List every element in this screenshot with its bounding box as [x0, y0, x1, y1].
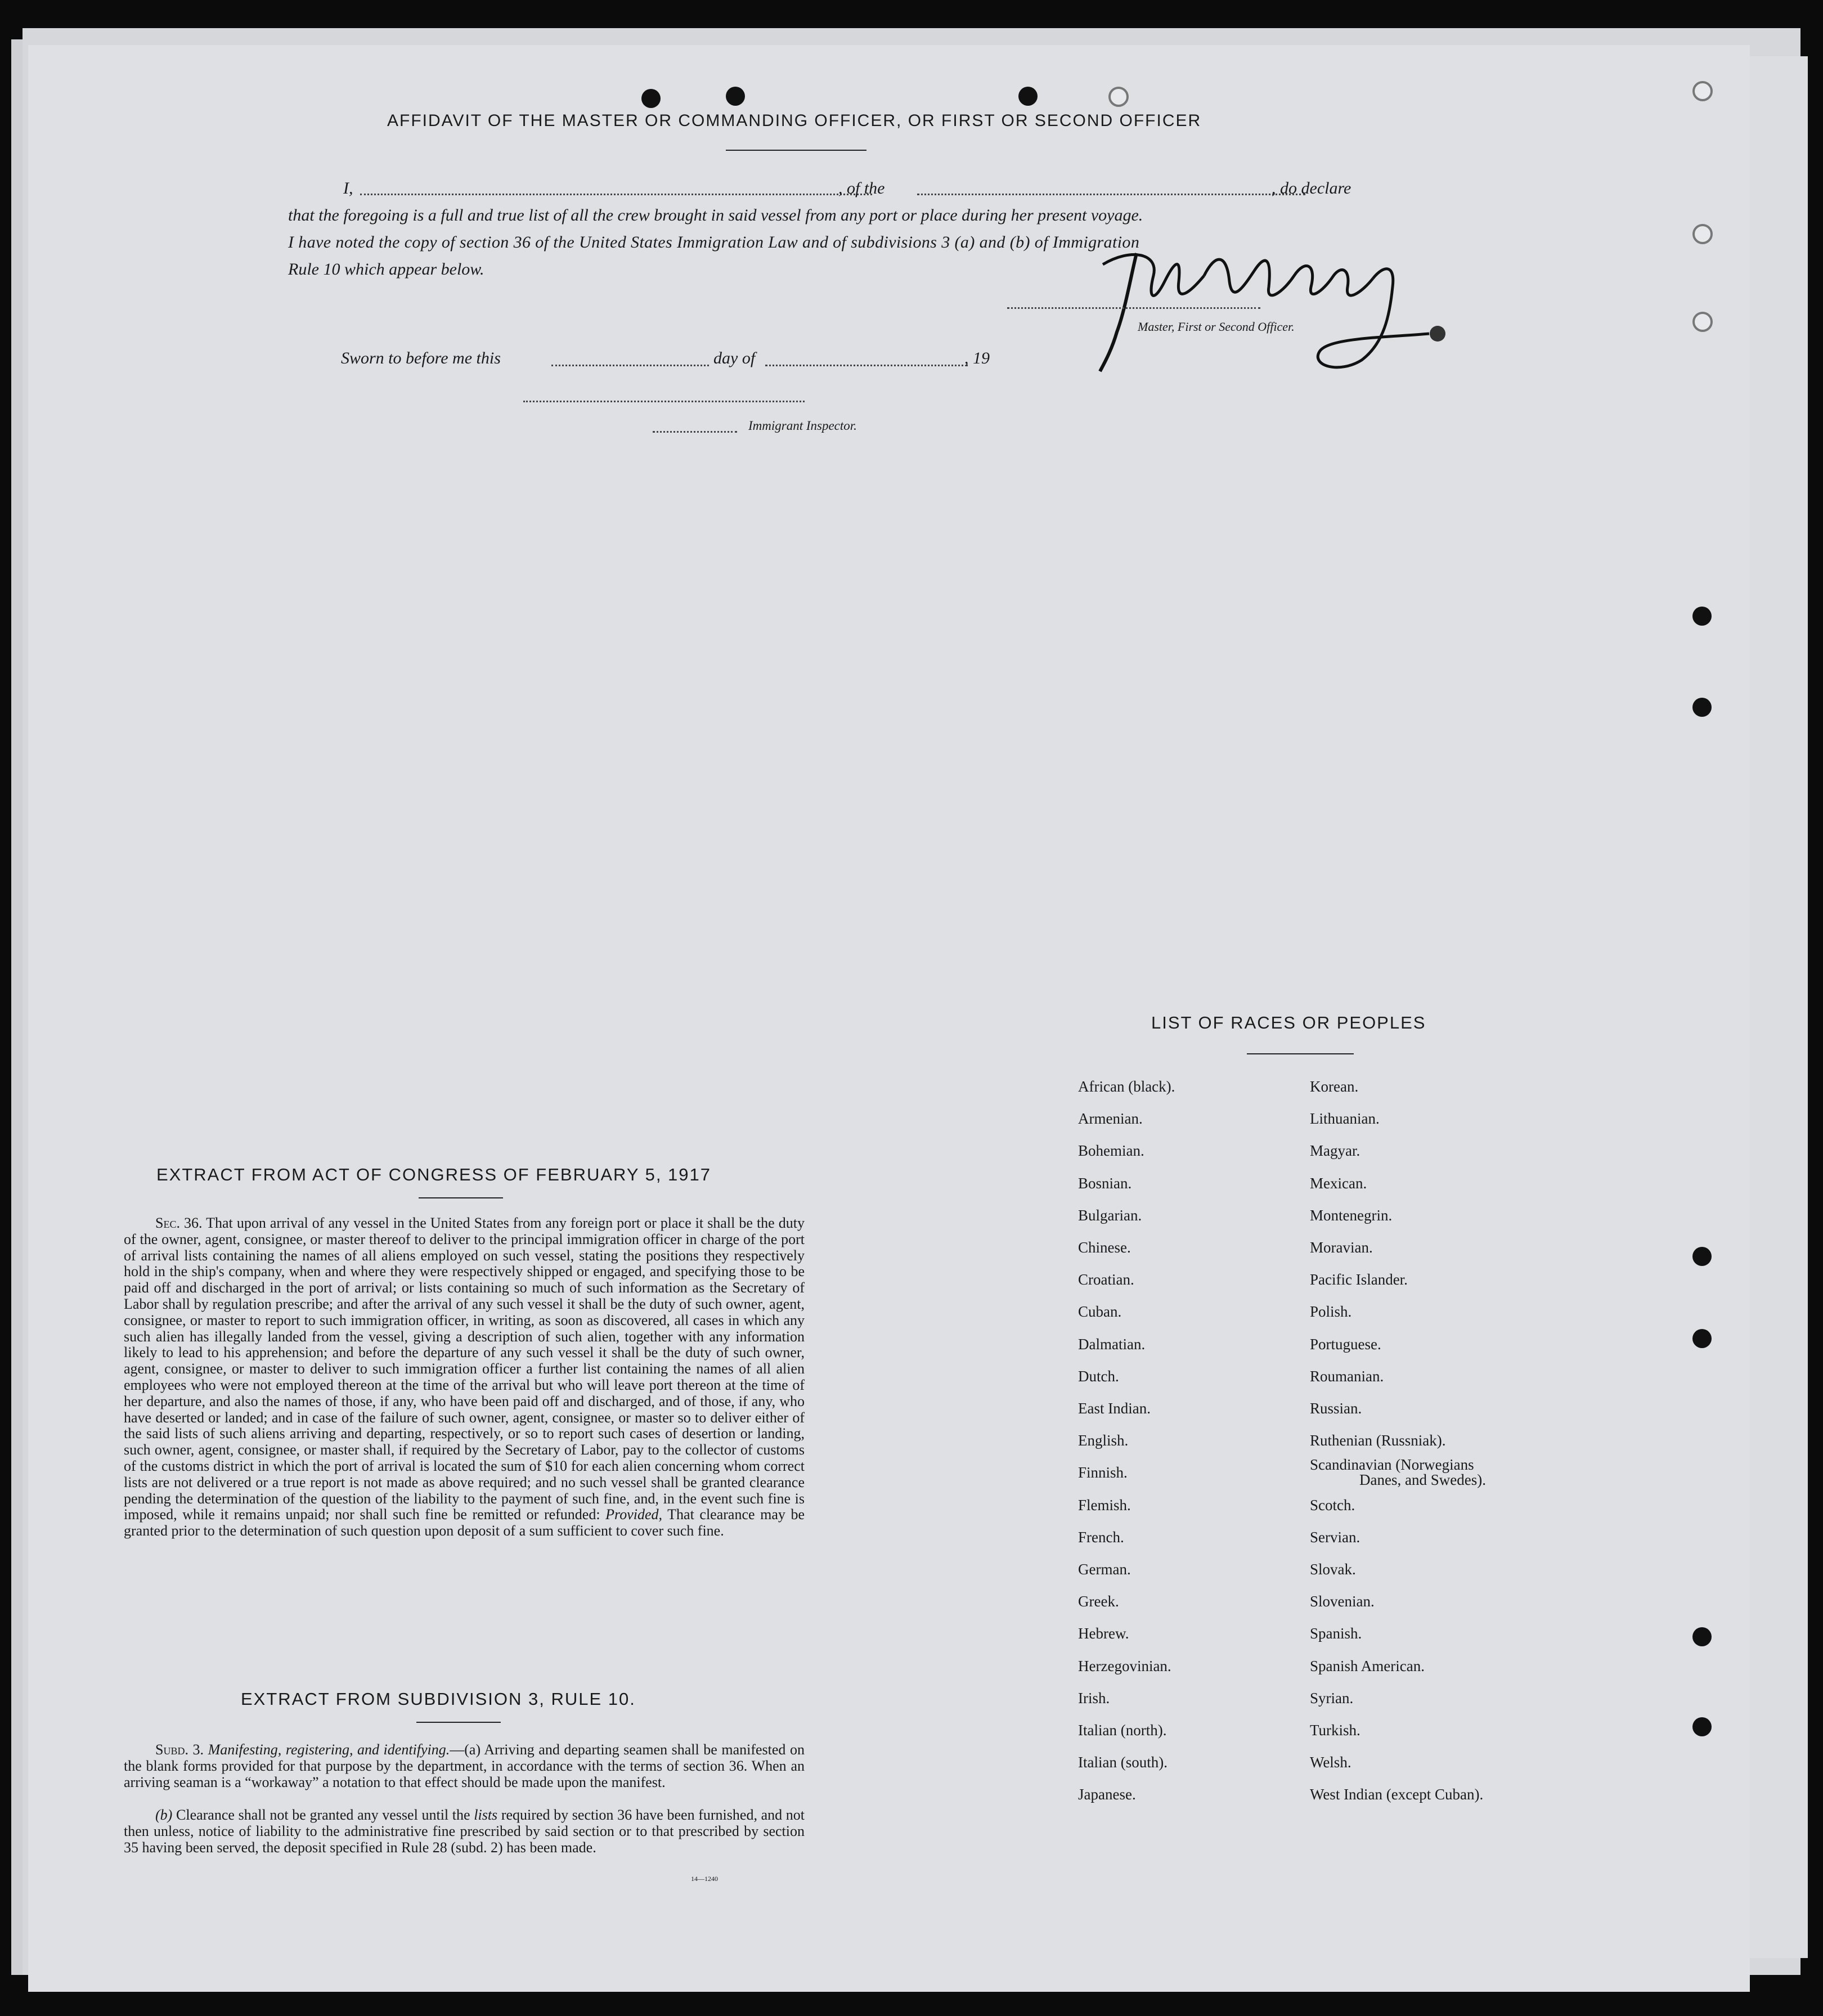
race-item: Welsh. — [1310, 1754, 1351, 1771]
inspector-label: Immigrant Inspector. — [748, 419, 857, 433]
para-b-end: required by section 36 have been furnished, and not then unless, notice of liability to the administrative fine prescribed by said section or to that prescribed by section 35 having been served, the deposit specified in Rule 28 (subd. 2) has been made. — [124, 1807, 805, 1856]
race-item: Ruthenian (Russniak). — [1310, 1432, 1446, 1449]
race-item: Italian (south). — [1078, 1754, 1168, 1771]
race-item: Portuguese. — [1310, 1335, 1381, 1353]
subdivision-3-text — [124, 1742, 805, 1790]
title-underline — [726, 150, 866, 151]
section-36-text — [124, 1215, 805, 1539]
races-title: LIST OF RACES OR PEOPLES — [1151, 1013, 1426, 1032]
race-item: Flemish. — [1078, 1496, 1131, 1514]
affidavit-title: AFFIDAVIT OF THE MASTER OR COMMANDING OFFICER, OR FIRST OR SECOND OFFICER — [387, 111, 1202, 130]
punch-hole — [1692, 607, 1712, 626]
race-item: Russian. — [1310, 1400, 1362, 1417]
race-item: Japanese. — [1078, 1786, 1136, 1803]
race-item: East Indian. — [1078, 1400, 1151, 1417]
race-item: Chinese. — [1078, 1239, 1131, 1256]
race-item: Scotch. — [1310, 1496, 1355, 1514]
race-item: Pacific Islander. — [1310, 1271, 1408, 1288]
race-item: Bulgarian. — [1078, 1206, 1142, 1224]
section-body: That upon arrival of any vessel in the United States from any foreign port or place it shall be the duty of the owner, agent, consignee, or master thereof to deliver to the principal immigration officer in charge of the port of arrival lists containing the names of all aliens employed on such vessel, stating the positions they respectively hold in the ship's company, when and where they were respectively shipped or engaged, and specifying those to be paid off and discharged in the port of arrival; or lists containing so much of such information as the Secretary of Labor shall by regulation prescribe; and after the arrival of any such vessel it shall be the duty of such owner, agent, consignee, or master to report to such immigration officer, in writing, as soon as discovered, all cases in which any such alien has illegally landed from the vessel, giving a description of such alien, together with any information likely to lead to his apprehension; and before the departure of any such vessel it shall be the duty of such owner, agent, consignee, or master to deliver to such immigration officer a further list containing the names of all alien employees who were not employed thereon at the time of the arrival but who will leave port thereon at the time of her departure, and also the names of those, if any, who have been paid off and discharged, and of those, if any, who have deserted or landed; and in case of the failure of such owner, agent, consignee, or master so to deliver either of the said lists of such aliens arriving and departing, respectively, or so to report such cases of desertion or landing, such owner, agent, consignee, or master shall, if required by the Secretary of Labor, pay to the collector of customs of the customs district in which the port of arrival is located the sum of $10 for each alien concerning whom correct lists are not delivered or a true report is not made as above required; and no such vessel shall be granted clearance pending the determination of the question of the liability to the payment of such fine, and, in the event such fine is imposed, while it remains unpaid; nor shall such fine be remitted or refunded: — [124, 1215, 805, 1523]
form-number: 14—1240 — [691, 1875, 718, 1883]
punch-hole — [1692, 312, 1713, 332]
race-item: Magyar. — [1310, 1142, 1360, 1160]
declaration-line-3: I have noted the copy of section 36 of the United States Immigration Law and of subdivisions 3 (a) and (b) of Immigration — [288, 233, 1140, 252]
handwritten-signature — [1069, 231, 1474, 394]
race-item: Turkish. — [1310, 1722, 1360, 1739]
race-item: Dutch. — [1078, 1367, 1119, 1385]
subd-heading: Manifesting, registering, and identifying. — [208, 1741, 450, 1758]
race-item: Montenegrin. — [1310, 1206, 1393, 1224]
race-item: Spanish. — [1310, 1625, 1362, 1642]
race-item: Cuban. — [1078, 1303, 1122, 1321]
document-page — [28, 45, 1750, 1992]
inspector-dot-lead — [653, 421, 737, 433]
punch-hole — [641, 89, 661, 108]
sworn-month-blank — [765, 349, 968, 366]
declaration-line-4: Rule 10 which appear below. — [288, 260, 484, 279]
race-item: Armenian. — [1078, 1110, 1143, 1128]
race-item: Bosnian. — [1078, 1174, 1132, 1192]
declaration-i: I, — [343, 179, 353, 197]
race-item: Finnish. — [1078, 1464, 1128, 1481]
race-item: Croatian. — [1078, 1271, 1134, 1288]
race-item: Syrian. — [1310, 1689, 1354, 1707]
punch-hole — [1108, 87, 1129, 107]
punch-hole — [726, 87, 745, 106]
extract-act-underline — [419, 1197, 503, 1198]
subd-label: Subd. 3. — [155, 1741, 204, 1758]
race-item: Lithuanian. — [1310, 1110, 1380, 1128]
race-item: French. — [1078, 1528, 1124, 1546]
para-b-lists: lists — [474, 1807, 498, 1823]
race-item: Servian. — [1310, 1528, 1360, 1546]
extract-rule-title: EXTRACT FROM SUBDIVISION 3, RULE 10. — [241, 1689, 636, 1709]
punch-hole — [1692, 224, 1713, 244]
declaration-declare: , do declare — [1272, 179, 1351, 197]
declaration-line-2: that the foregoing is a full and true list of all the crew brought in said vessel from any port or place during her present voyage. — [288, 206, 1143, 225]
race-item: Moravian. — [1310, 1239, 1373, 1256]
vessel-blank — [917, 178, 1305, 195]
race-item: Scandinavian (Norwegians Danes, and Swedes). — [1310, 1456, 1486, 1489]
race-item: Italian (north). — [1078, 1722, 1167, 1739]
extract-rule-underline — [416, 1722, 501, 1723]
race-item: Slovenian. — [1310, 1593, 1375, 1610]
punch-hole — [1692, 81, 1713, 101]
punch-hole — [1692, 1717, 1712, 1736]
subdivision-3-b-text — [124, 1807, 805, 1856]
race-item: Herzegovinian. — [1078, 1657, 1171, 1674]
master-signature-line — [1007, 303, 1260, 309]
race-item: German. — [1078, 1561, 1131, 1578]
para-b-start: Clearance shall not be granted any vessel until the — [176, 1807, 470, 1823]
race-item: Polish. — [1310, 1303, 1352, 1321]
race-item: Irish. — [1078, 1689, 1110, 1707]
race-item: Bohemian. — [1078, 1142, 1144, 1160]
race-item: Spanish American. — [1310, 1657, 1425, 1674]
day-of-text: day of — [713, 349, 756, 367]
race-item: Greek. — [1078, 1593, 1119, 1610]
section-label: Sec. 36. — [155, 1215, 203, 1231]
punch-hole — [1018, 87, 1038, 106]
master-officer-label: Master, First or Second Officer. — [1138, 320, 1295, 334]
race-item: Korean. — [1310, 1078, 1359, 1095]
subd-para-a: —(a) Arriving and departing seamen shall be manifested on the blank forms provided for that purpose by the department, in accordance with the terms of section 36. When an arriving seaman is a “workaway” a notation to that effect should be made upon the manifest. — [124, 1741, 805, 1790]
race-item: Hebrew. — [1078, 1625, 1129, 1642]
sworn-day-blank — [551, 349, 709, 366]
race-item: Mexican. — [1310, 1174, 1367, 1192]
year-prefix: , 19 — [964, 349, 990, 367]
name-blank — [360, 178, 872, 195]
extract-act-title: EXTRACT FROM ACT OF CONGRESS OF FEBRUARY 5, 1917 — [156, 1165, 712, 1184]
race-item: Roumanian. — [1310, 1367, 1384, 1385]
race-item: Slovak. — [1310, 1561, 1356, 1578]
race-item: Dalmatian. — [1078, 1335, 1146, 1353]
para-b-label: (b) — [155, 1807, 173, 1823]
race-item: West Indian (except Cuban). — [1310, 1786, 1484, 1803]
declaration-of-the: , of the — [838, 179, 885, 197]
punch-hole — [1692, 1627, 1712, 1646]
punch-hole — [1692, 698, 1712, 717]
race-item: African (black). — [1078, 1078, 1175, 1095]
race-item: English. — [1078, 1432, 1129, 1449]
section-body-end: That clearance may be granted prior to the determination of such question upon deposit of a sum sufficient to cover such fine. — [124, 1506, 805, 1539]
punch-hole — [1692, 1247, 1712, 1266]
sworn-text: Sworn to before me this — [341, 349, 501, 367]
punch-hole — [1692, 1329, 1712, 1348]
inspector-signature-line — [523, 396, 805, 402]
provided-word: Provided, — [605, 1506, 663, 1523]
races-title-underline — [1247, 1053, 1354, 1054]
